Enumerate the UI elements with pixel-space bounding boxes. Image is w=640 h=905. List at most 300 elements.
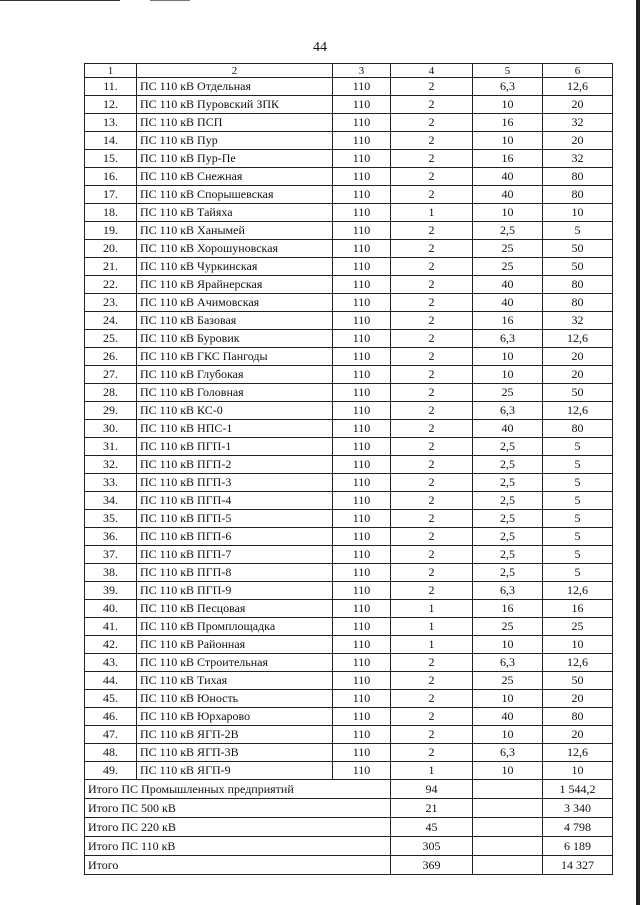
row-number: 21. [85,258,137,276]
total-row [85,856,613,875]
row-number: 32. [85,456,137,474]
transformer-power-mva: 2,5 [473,528,543,546]
transformer-count: 2 [391,546,473,564]
substation-name: ПС 110 кВ ЯГП-3В [137,744,333,762]
transformer-power-mva: 6,3 [473,744,543,762]
transformer-power-mva: 16 [473,150,543,168]
total-row [85,799,613,818]
transformer-power-mva: 25 [473,384,543,402]
row-number: 45. [85,690,137,708]
total-row [85,780,613,799]
transformer-power-mva: 25 [473,672,543,690]
substation-name: ПС 110 кВ Головная [137,384,333,402]
top-rule [0,0,120,1]
substation-name: ПС 110 кВ Чуркинская [137,258,333,276]
voltage-kv: 110 [333,600,391,618]
substation-name: ПС 110 кВ Хорошуновская [137,240,333,258]
row-number: 15. [85,150,137,168]
transformer-count: 2 [391,330,473,348]
transformer-power-mva: 6,3 [473,330,543,348]
table-row [85,726,613,744]
table-row [85,564,613,582]
transformer-power-mva: 25 [473,618,543,636]
substation-name: ПС 110 кВ Глубокая [137,366,333,384]
voltage-kv: 110 [333,762,391,780]
voltage-kv: 110 [333,492,391,510]
total-power-mva: 5 [543,456,613,474]
voltage-kv: 110 [333,132,391,150]
substation-name: ПС 110 кВ ПГП-6 [137,528,333,546]
row-number: 25. [85,330,137,348]
row-number: 14. [85,132,137,150]
row-number: 18. [85,204,137,222]
transformer-count: 1 [391,600,473,618]
total-empty-cell [473,818,543,837]
substation-name: ПС 110 кВ Тайяха [137,204,333,222]
transformer-power-mva: 16 [473,600,543,618]
transformer-count: 2 [391,474,473,492]
voltage-kv: 110 [333,204,391,222]
transformer-count: 2 [391,114,473,132]
total-power-mva: 50 [543,384,613,402]
table-row [85,222,613,240]
transformer-count: 2 [391,420,473,438]
transformer-count: 2 [391,438,473,456]
transformer-power-mva: 10 [473,636,543,654]
transformer-count: 2 [391,384,473,402]
total-power-mva: 32 [543,114,613,132]
substation-name: ПС 110 кВ ПГП-4 [137,492,333,510]
table-row [85,690,613,708]
table-row [85,546,613,564]
table-row [85,384,613,402]
table-row [85,276,613,294]
voltage-kv: 110 [333,582,391,600]
substation-name: ПС 110 кВ ГКС Пангоды [137,348,333,366]
voltage-kv: 110 [333,240,391,258]
voltage-kv: 110 [333,330,391,348]
total-power-mva: 80 [543,420,613,438]
total-power-mva: 5 [543,510,613,528]
table-row [85,204,613,222]
table-row [85,366,613,384]
transformer-power-mva: 40 [473,420,543,438]
total-power-mva: 25 [543,618,613,636]
substation-name: ПС 110 кВ ПГП-5 [137,510,333,528]
row-number: 36. [85,528,137,546]
row-number: 24. [85,312,137,330]
total-power-mva: 20 [543,366,613,384]
voltage-kv: 110 [333,546,391,564]
total-power-mva: 12,6 [543,582,613,600]
total-power-mva: 10 [543,762,613,780]
table-row [85,456,613,474]
total-power-mva: 12,6 [543,744,613,762]
substation-name: ПС 110 кВ Базовая [137,312,333,330]
substation-name: ПС 110 кВ ПГП-7 [137,546,333,564]
voltage-kv: 110 [333,348,391,366]
voltage-kv: 110 [333,168,391,186]
total-power-mva: 80 [543,708,613,726]
table-row [85,654,613,672]
table-row [85,528,613,546]
row-number: 34. [85,492,137,510]
total-power-mva: 12,6 [543,402,613,420]
column-header: 4 [391,64,473,78]
total-power: 4 798 [543,818,613,837]
total-label: Итого ПС 500 кВ [85,799,391,818]
voltage-kv: 110 [333,222,391,240]
transformer-count: 2 [391,258,473,276]
substation-name: ПС 110 кВ НПС-1 [137,420,333,438]
table-row [85,510,613,528]
transformer-count: 2 [391,240,473,258]
table-row [85,294,613,312]
substations-table [84,63,613,875]
total-power-mva: 80 [543,186,613,204]
row-number: 33. [85,474,137,492]
row-number: 19. [85,222,137,240]
total-power-mva: 20 [543,690,613,708]
voltage-kv: 110 [333,312,391,330]
transformer-power-mva: 6,3 [473,582,543,600]
substation-name: ПС 110 кВ ПГП-1 [137,438,333,456]
voltage-kv: 110 [333,456,391,474]
voltage-kv: 110 [333,276,391,294]
transformer-count: 2 [391,276,473,294]
transformer-count: 2 [391,294,473,312]
transformer-count: 2 [391,366,473,384]
substation-name: ПС 110 кВ Ханымей [137,222,333,240]
transformer-power-mva: 2,5 [473,564,543,582]
voltage-kv: 110 [333,294,391,312]
total-count: 21 [391,799,473,818]
transformer-power-mva: 40 [473,276,543,294]
substation-name: ПС 110 кВ Юность [137,690,333,708]
voltage-kv: 110 [333,384,391,402]
transformer-count: 2 [391,582,473,600]
scan-edge-bar [636,0,640,905]
voltage-kv: 110 [333,510,391,528]
total-count: 369 [391,856,473,875]
transformer-count: 2 [391,150,473,168]
table-row [85,258,613,276]
row-number: 44. [85,672,137,690]
voltage-kv: 110 [333,654,391,672]
total-power-mva: 5 [543,492,613,510]
total-count: 94 [391,780,473,799]
voltage-kv: 110 [333,672,391,690]
transformer-count: 2 [391,348,473,366]
total-power-mva: 20 [543,132,613,150]
transformer-power-mva: 2,5 [473,438,543,456]
table-row [85,330,613,348]
substation-name: ПС 110 кВ Юрхарово [137,708,333,726]
row-number: 49. [85,762,137,780]
transformer-count: 2 [391,132,473,150]
row-number: 48. [85,744,137,762]
total-power-mva: 5 [543,438,613,456]
substation-name: ПС 110 кВ Пур [137,132,333,150]
total-power: 1 544,2 [543,780,613,799]
column-header: 1 [85,64,137,78]
row-number: 30. [85,420,137,438]
table-row [85,474,613,492]
total-power-mva: 5 [543,564,613,582]
table-row [85,96,613,114]
total-power: 14 327 [543,856,613,875]
transformer-count: 2 [391,456,473,474]
substation-name: ПС 110 кВ Районная [137,636,333,654]
transformer-power-mva: 25 [473,258,543,276]
total-label: Итого ПС Промышленных предприятий [85,780,391,799]
total-empty-cell [473,856,543,875]
page-number: 44 [313,40,327,55]
transformer-count: 1 [391,618,473,636]
substation-name: ПС 110 кВ Строительная [137,654,333,672]
total-power-mva: 5 [543,546,613,564]
transformer-power-mva: 2,5 [473,222,543,240]
transformer-power-mva: 6,3 [473,78,543,96]
row-number: 20. [85,240,137,258]
row-number: 46. [85,708,137,726]
transformer-count: 2 [391,654,473,672]
top-rule-fragment [150,0,190,1]
voltage-kv: 110 [333,150,391,168]
transformer-count: 2 [391,510,473,528]
transformer-power-mva: 10 [473,690,543,708]
table-row [85,600,613,618]
transformer-count: 2 [391,744,473,762]
transformer-power-mva: 10 [473,726,543,744]
table-row [85,744,613,762]
table-row [85,186,613,204]
substation-name: ПС 110 кВ Отдельная [137,78,333,96]
transformer-power-mva: 10 [473,762,543,780]
row-number: 41. [85,618,137,636]
table-row [85,492,613,510]
row-number: 27. [85,366,137,384]
total-power-mva: 32 [543,150,613,168]
voltage-kv: 110 [333,78,391,96]
transformer-count: 2 [391,96,473,114]
total-empty-cell [473,799,543,818]
total-power-mva: 20 [543,348,613,366]
substation-name: ПС 110 кВ ЯГП-2В [137,726,333,744]
total-power-mva: 50 [543,258,613,276]
voltage-kv: 110 [333,690,391,708]
row-number: 17. [85,186,137,204]
transformer-power-mva: 40 [473,708,543,726]
row-number: 42. [85,636,137,654]
total-row [85,837,613,856]
transformer-count: 1 [391,204,473,222]
total-power: 3 340 [543,799,613,818]
table-row [85,618,613,636]
voltage-kv: 110 [333,258,391,276]
transformer-count: 2 [391,672,473,690]
transformer-power-mva: 25 [473,240,543,258]
table-row [85,114,613,132]
row-number: 43. [85,654,137,672]
total-label: Итого ПС 220 кВ [85,818,391,837]
transformer-count: 2 [391,690,473,708]
voltage-kv: 110 [333,96,391,114]
substation-name: ПС 110 кВ ПГП-3 [137,474,333,492]
total-power-mva: 80 [543,294,613,312]
table-row [85,582,613,600]
transformer-power-mva: 6,3 [473,654,543,672]
substation-name: ПС 110 кВ Спорышевская [137,186,333,204]
transformer-power-mva: 40 [473,294,543,312]
substation-name: ПС 110 кВ Ачимовская [137,294,333,312]
transformer-count: 2 [391,402,473,420]
substation-name: ПС 110 кВ ПГП-2 [137,456,333,474]
substation-name: ПС 110 кВ Буровик [137,330,333,348]
total-power-mva: 5 [543,474,613,492]
table-row [85,636,613,654]
table-row [85,762,613,780]
table-row [85,78,613,96]
transformer-count: 2 [391,78,473,96]
column-header-row [85,64,613,78]
total-label: Итого ПС 110 кВ [85,837,391,856]
table-row [85,348,613,366]
total-count: 45 [391,818,473,837]
transformer-power-mva: 10 [473,132,543,150]
total-count: 305 [391,837,473,856]
total-power-mva: 20 [543,726,613,744]
row-number: 35. [85,510,137,528]
total-power-mva: 5 [543,528,613,546]
row-number: 37. [85,546,137,564]
row-number: 11. [85,78,137,96]
table-row [85,402,613,420]
row-number: 12. [85,96,137,114]
substation-name: ПС 110 кВ ПСП [137,114,333,132]
voltage-kv: 110 [333,366,391,384]
total-power-mva: 10 [543,636,613,654]
substation-name: ПС 110 кВ ПГП-8 [137,564,333,582]
transformer-power-mva: 2,5 [473,474,543,492]
voltage-kv: 110 [333,186,391,204]
column-header: 3 [333,64,391,78]
column-header: 2 [137,64,333,78]
total-power: 6 189 [543,837,613,856]
transformer-count: 2 [391,222,473,240]
total-power-mva: 12,6 [543,330,613,348]
voltage-kv: 110 [333,564,391,582]
total-empty-cell [473,780,543,799]
transformer-count: 1 [391,762,473,780]
total-power-mva: 50 [543,240,613,258]
voltage-kv: 110 [333,402,391,420]
row-number: 38. [85,564,137,582]
table-row [85,312,613,330]
substation-name: ПС 110 кВ ЯГП-9 [137,762,333,780]
transformer-count: 2 [391,564,473,582]
substation-name: ПС 110 кВ Пур-Пе [137,150,333,168]
row-number: 22. [85,276,137,294]
voltage-kv: 110 [333,708,391,726]
row-number: 47. [85,726,137,744]
table-row [85,438,613,456]
total-empty-cell [473,837,543,856]
transformer-power-mva: 16 [473,114,543,132]
total-power-mva: 32 [543,312,613,330]
transformer-count: 2 [391,528,473,546]
row-number: 16. [85,168,137,186]
transformer-count: 2 [391,708,473,726]
table-row [85,132,613,150]
total-power-mva: 5 [543,222,613,240]
substation-name: ПС 110 кВ Пуровский ЗПК [137,96,333,114]
row-number: 39. [85,582,137,600]
row-number: 29. [85,402,137,420]
row-number: 40. [85,600,137,618]
transformer-count: 2 [391,492,473,510]
transformer-power-mva: 16 [473,312,543,330]
total-power-mva: 12,6 [543,654,613,672]
total-power-mva: 12,6 [543,78,613,96]
transformer-count: 2 [391,168,473,186]
transformer-count: 2 [391,726,473,744]
transformer-power-mva: 2,5 [473,510,543,528]
voltage-kv: 110 [333,438,391,456]
table-row [85,672,613,690]
total-label: Итого [85,856,391,875]
total-power-mva: 16 [543,600,613,618]
total-row [85,818,613,837]
row-number: 23. [85,294,137,312]
transformer-power-mva: 10 [473,366,543,384]
transformer-power-mva: 40 [473,186,543,204]
total-power-mva: 80 [543,276,613,294]
row-number: 26. [85,348,137,366]
table-row [85,708,613,726]
substation-name: ПС 110 кВ КС-0 [137,402,333,420]
voltage-kv: 110 [333,726,391,744]
row-number: 31. [85,438,137,456]
transformer-count: 2 [391,312,473,330]
voltage-kv: 110 [333,474,391,492]
substation-name: ПС 110 кВ Снежная [137,168,333,186]
transformer-power-mva: 10 [473,96,543,114]
voltage-kv: 110 [333,420,391,438]
transformer-power-mva: 2,5 [473,546,543,564]
voltage-kv: 110 [333,618,391,636]
column-header: 6 [543,64,613,78]
transformer-count: 1 [391,636,473,654]
row-number: 28. [85,384,137,402]
substation-name: ПС 110 кВ Ярайнерская [137,276,333,294]
transformer-power-mva: 10 [473,204,543,222]
transformer-count: 2 [391,186,473,204]
total-power-mva: 80 [543,168,613,186]
row-number: 13. [85,114,137,132]
transformer-power-mva: 2,5 [473,492,543,510]
transformer-power-mva: 2,5 [473,456,543,474]
total-power-mva: 50 [543,672,613,690]
total-power-mva: 10 [543,204,613,222]
voltage-kv: 110 [333,744,391,762]
table-row [85,420,613,438]
substation-name: ПС 110 кВ Промплощадка [137,618,333,636]
table-row [85,168,613,186]
transformer-power-mva: 40 [473,168,543,186]
voltage-kv: 110 [333,528,391,546]
total-power-mva: 20 [543,96,613,114]
